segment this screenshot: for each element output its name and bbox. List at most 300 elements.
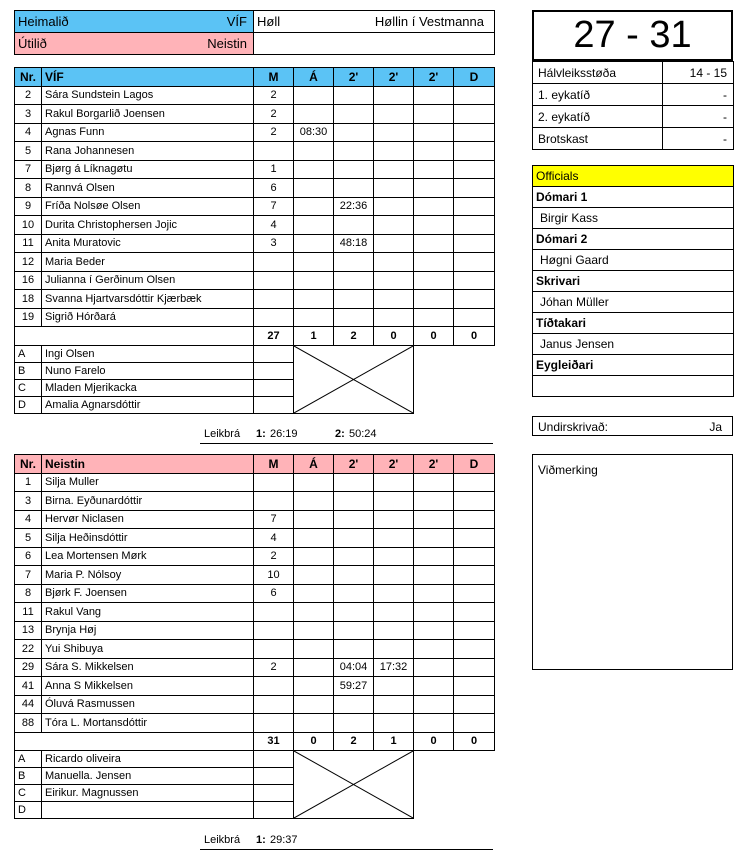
player-name: Tóra L. Mortansdóttir bbox=[42, 714, 254, 733]
player-a bbox=[294, 695, 334, 714]
player-d bbox=[454, 566, 495, 585]
player-number: 7 bbox=[15, 160, 42, 179]
player-p2 bbox=[374, 510, 414, 529]
remarks-label: Viðmerking bbox=[538, 463, 598, 477]
player-p1 bbox=[334, 473, 374, 492]
staff-blank bbox=[454, 379, 495, 396]
table-row bbox=[15, 160, 495, 179]
staff-blank bbox=[414, 768, 454, 785]
player-a bbox=[294, 492, 334, 511]
table-row bbox=[15, 216, 495, 235]
score-box bbox=[532, 10, 733, 61]
table-row bbox=[15, 492, 495, 511]
venue-name: Høllin í Vestmanna bbox=[374, 14, 484, 29]
player-number: 7 bbox=[15, 566, 42, 585]
player-p2 bbox=[374, 105, 414, 124]
player-p1 bbox=[334, 492, 374, 511]
total-p3: 0 bbox=[414, 732, 454, 751]
staff-name bbox=[42, 802, 254, 819]
score-row-label: Hálvleiksstøða bbox=[533, 62, 663, 84]
col-d-header: D bbox=[454, 455, 495, 474]
player-p1 bbox=[334, 547, 374, 566]
table-row bbox=[15, 603, 495, 622]
player-p3 bbox=[414, 197, 454, 216]
player-a bbox=[294, 179, 334, 198]
player-p1: 22:36 bbox=[334, 197, 374, 216]
player-m: 7 bbox=[254, 510, 294, 529]
player-m: 3 bbox=[254, 234, 294, 253]
table-row bbox=[15, 253, 495, 272]
home-timeout-2-label: 2: bbox=[335, 428, 345, 440]
table-row bbox=[15, 123, 495, 142]
player-p1 bbox=[334, 290, 374, 309]
player-p3 bbox=[414, 603, 454, 622]
official-role: Dómari 2 bbox=[533, 229, 734, 250]
player-p3 bbox=[414, 529, 454, 548]
player-d bbox=[454, 492, 495, 511]
staff-cross-box bbox=[294, 751, 414, 819]
player-a bbox=[294, 160, 334, 179]
player-a bbox=[294, 640, 334, 659]
official-role: Skrivari bbox=[533, 271, 734, 292]
player-d bbox=[454, 677, 495, 696]
player-m: 6 bbox=[254, 179, 294, 198]
official-role-row bbox=[533, 355, 734, 376]
staff-cross-box bbox=[294, 345, 414, 413]
player-number: 11 bbox=[15, 234, 42, 253]
official-name: Jóhan Müller bbox=[533, 292, 734, 313]
player-p2 bbox=[374, 308, 414, 327]
player-a bbox=[294, 473, 334, 492]
player-m bbox=[254, 640, 294, 659]
table-row bbox=[15, 86, 495, 105]
player-p2 bbox=[374, 86, 414, 105]
player-a bbox=[294, 253, 334, 272]
player-p3 bbox=[414, 677, 454, 696]
player-p1 bbox=[334, 714, 374, 733]
player-name: Rakul Vang bbox=[42, 603, 254, 622]
staff-id: B bbox=[15, 768, 42, 785]
player-m bbox=[254, 492, 294, 511]
total-p3: 0 bbox=[414, 327, 454, 346]
table-row bbox=[15, 621, 495, 640]
player-name: Fríða Nolsøe Olsen bbox=[42, 197, 254, 216]
score-row-value: - bbox=[663, 106, 734, 128]
staff-blank bbox=[454, 802, 495, 819]
player-number: 8 bbox=[15, 179, 42, 198]
table-row bbox=[15, 473, 495, 492]
official-role-row bbox=[533, 187, 734, 208]
totals-blank bbox=[42, 732, 254, 751]
player-name: Svanna Hjartvarsdóttir Kjærbæk bbox=[42, 290, 254, 309]
player-number: 1 bbox=[15, 473, 42, 492]
player-m: 4 bbox=[254, 529, 294, 548]
player-number: 16 bbox=[15, 271, 42, 290]
player-m: 1 bbox=[254, 160, 294, 179]
player-p2 bbox=[374, 160, 414, 179]
player-p3 bbox=[414, 714, 454, 733]
player-p3 bbox=[414, 216, 454, 235]
staff-id: B bbox=[15, 362, 42, 379]
player-m: 4 bbox=[254, 216, 294, 235]
player-number: 12 bbox=[15, 253, 42, 272]
final-score: 27 - 31 bbox=[573, 14, 692, 56]
table-row bbox=[15, 510, 495, 529]
player-p2 bbox=[374, 529, 414, 548]
table-row bbox=[15, 677, 495, 696]
score-row-value: - bbox=[663, 128, 734, 150]
table-row bbox=[15, 308, 495, 327]
table-row bbox=[15, 290, 495, 309]
player-p3 bbox=[414, 640, 454, 659]
player-d bbox=[454, 142, 495, 161]
player-name: Sigrið Hórðará bbox=[42, 308, 254, 327]
player-a bbox=[294, 290, 334, 309]
staff-m bbox=[254, 751, 294, 768]
player-name: Birna. Eyðunardóttir bbox=[42, 492, 254, 511]
official-role-row bbox=[533, 229, 734, 250]
player-p3 bbox=[414, 308, 454, 327]
player-a bbox=[294, 677, 334, 696]
score-details bbox=[532, 61, 734, 150]
player-number: 9 bbox=[15, 197, 42, 216]
player-p1 bbox=[334, 584, 374, 603]
player-p3 bbox=[414, 123, 454, 142]
player-p3 bbox=[414, 160, 454, 179]
player-p3 bbox=[414, 142, 454, 161]
player-p1: 04:04 bbox=[334, 658, 374, 677]
total-m: 31 bbox=[254, 732, 294, 751]
player-p3 bbox=[414, 179, 454, 198]
player-p1 bbox=[334, 142, 374, 161]
player-m bbox=[254, 271, 294, 290]
player-a bbox=[294, 529, 334, 548]
player-p1 bbox=[334, 529, 374, 548]
player-p3 bbox=[414, 492, 454, 511]
player-d bbox=[454, 216, 495, 235]
player-name: Óluvá Rasmussen bbox=[42, 695, 254, 714]
player-a bbox=[294, 216, 334, 235]
signed-box bbox=[532, 416, 733, 436]
staff-blank bbox=[414, 802, 454, 819]
player-p3 bbox=[414, 234, 454, 253]
score-row-label: 1. eykatíð bbox=[533, 84, 663, 106]
official-name: Janus Jensen bbox=[533, 334, 734, 355]
player-p2 bbox=[374, 123, 414, 142]
player-name: Maria P. Nólsoy bbox=[42, 566, 254, 585]
staff-id: A bbox=[15, 345, 42, 362]
home-timeout-1: 26:19 bbox=[270, 428, 298, 440]
official-role: Tíðtakari bbox=[533, 313, 734, 334]
player-p2 bbox=[374, 677, 414, 696]
score-row-label: Brotskast bbox=[533, 128, 663, 150]
official-name-row bbox=[533, 208, 734, 229]
player-p1 bbox=[334, 253, 374, 272]
table-row bbox=[15, 234, 495, 253]
player-d bbox=[454, 695, 495, 714]
table-row bbox=[15, 547, 495, 566]
col-p1-header: 2' bbox=[334, 455, 374, 474]
away-team-table bbox=[14, 454, 495, 819]
score-row-value: - bbox=[663, 84, 734, 106]
col-p2-header: 2' bbox=[374, 455, 414, 474]
staff-blank bbox=[414, 362, 454, 379]
player-number: 5 bbox=[15, 529, 42, 548]
player-number: 6 bbox=[15, 547, 42, 566]
player-a bbox=[294, 105, 334, 124]
player-a bbox=[294, 271, 334, 290]
home-timeout-2: 50:24 bbox=[349, 428, 377, 440]
player-m: 7 bbox=[254, 197, 294, 216]
table-row bbox=[15, 714, 495, 733]
score-row bbox=[533, 62, 734, 84]
player-p3 bbox=[414, 566, 454, 585]
player-a bbox=[294, 234, 334, 253]
player-p3 bbox=[414, 658, 454, 677]
staff-id: C bbox=[15, 785, 42, 802]
official-role: Dómari 1 bbox=[533, 187, 734, 208]
cross-mark-icon bbox=[294, 751, 413, 818]
player-number: 3 bbox=[15, 105, 42, 124]
score-row bbox=[533, 84, 734, 106]
player-p1 bbox=[334, 271, 374, 290]
table-row bbox=[15, 271, 495, 290]
player-name: Bjørg á Líknagøtu bbox=[42, 160, 254, 179]
staff-blank bbox=[414, 396, 454, 413]
official-role: Eygleiðari bbox=[533, 355, 734, 376]
home-team: VÍF bbox=[226, 14, 247, 29]
home-cell bbox=[15, 11, 254, 33]
player-d bbox=[454, 308, 495, 327]
player-name: Maria Beder bbox=[42, 253, 254, 272]
player-p2 bbox=[374, 290, 414, 309]
player-d bbox=[454, 197, 495, 216]
player-number: 13 bbox=[15, 621, 42, 640]
player-name: Rannvá Olsen bbox=[42, 179, 254, 198]
player-p2 bbox=[374, 473, 414, 492]
official-role-row bbox=[533, 313, 734, 334]
player-number: 4 bbox=[15, 123, 42, 142]
player-number: 8 bbox=[15, 584, 42, 603]
player-m bbox=[254, 473, 294, 492]
player-name: Sára Sundstein Lagos bbox=[42, 86, 254, 105]
officials-table bbox=[532, 165, 734, 397]
player-p2 bbox=[374, 695, 414, 714]
player-d bbox=[454, 86, 495, 105]
score-row-value: 14 - 15 bbox=[663, 62, 734, 84]
player-d bbox=[454, 179, 495, 198]
player-p1 bbox=[334, 640, 374, 659]
staff-row bbox=[15, 379, 495, 396]
player-name: Lea Mortensen Mørk bbox=[42, 547, 254, 566]
player-a bbox=[294, 584, 334, 603]
signed-value: Ja bbox=[709, 420, 722, 434]
player-a bbox=[294, 308, 334, 327]
table-row bbox=[15, 695, 495, 714]
player-name: Rana Johannesen bbox=[42, 142, 254, 161]
staff-id: D bbox=[15, 396, 42, 413]
player-p1: 59:27 bbox=[334, 677, 374, 696]
player-number: 11 bbox=[15, 603, 42, 622]
player-d bbox=[454, 640, 495, 659]
official-name: Høgni Gaard bbox=[533, 250, 734, 271]
official-name bbox=[533, 376, 734, 397]
staff-name: Eirikur. Magnussen bbox=[42, 785, 254, 802]
player-d bbox=[454, 160, 495, 179]
staff-m bbox=[254, 802, 294, 819]
official-name: Birgir Kass bbox=[533, 208, 734, 229]
table-row bbox=[15, 179, 495, 198]
staff-blank bbox=[454, 396, 495, 413]
player-d bbox=[454, 473, 495, 492]
player-name: Silja Heðinsdóttir bbox=[42, 529, 254, 548]
player-d bbox=[454, 584, 495, 603]
staff-m bbox=[254, 785, 294, 802]
staff-blank bbox=[414, 751, 454, 768]
player-name: Bjørk F. Joensen bbox=[42, 584, 254, 603]
player-m bbox=[254, 695, 294, 714]
player-m bbox=[254, 621, 294, 640]
player-p1 bbox=[334, 695, 374, 714]
score-row bbox=[533, 106, 734, 128]
player-number: 29 bbox=[15, 658, 42, 677]
player-d bbox=[454, 547, 495, 566]
player-name: Agnas Funn bbox=[42, 123, 254, 142]
player-m: 2 bbox=[254, 86, 294, 105]
home-timeouts bbox=[200, 428, 493, 444]
col-m-header: M bbox=[254, 455, 294, 474]
player-p2 bbox=[374, 197, 414, 216]
total-a: 1 bbox=[294, 327, 334, 346]
staff-m bbox=[254, 396, 294, 413]
table-row bbox=[15, 529, 495, 548]
player-m: 2 bbox=[254, 547, 294, 566]
table-row bbox=[15, 142, 495, 161]
player-p2 bbox=[374, 621, 414, 640]
player-number: 18 bbox=[15, 290, 42, 309]
staff-row bbox=[15, 345, 495, 362]
total-p1: 2 bbox=[334, 327, 374, 346]
totals-blank bbox=[15, 732, 42, 751]
staff-m bbox=[254, 768, 294, 785]
player-p1: 48:18 bbox=[334, 234, 374, 253]
player-number: 22 bbox=[15, 640, 42, 659]
player-a bbox=[294, 658, 334, 677]
col-m-header: M bbox=[254, 68, 294, 87]
player-m: 6 bbox=[254, 584, 294, 603]
player-p3 bbox=[414, 105, 454, 124]
table-row bbox=[15, 584, 495, 603]
away-label: Útilið bbox=[18, 36, 47, 51]
team-header bbox=[14, 10, 495, 55]
away-cell bbox=[15, 33, 254, 55]
player-name: Hervør Niclasen bbox=[42, 510, 254, 529]
player-p1 bbox=[334, 603, 374, 622]
player-a bbox=[294, 142, 334, 161]
player-d bbox=[454, 603, 495, 622]
totals-blank bbox=[42, 327, 254, 346]
player-p2 bbox=[374, 216, 414, 235]
col-nr-header: Nr. bbox=[15, 455, 42, 474]
player-p1 bbox=[334, 105, 374, 124]
player-name: Anna S Mikkelsen bbox=[42, 677, 254, 696]
player-d bbox=[454, 105, 495, 124]
player-d bbox=[454, 621, 495, 640]
player-p2 bbox=[374, 566, 414, 585]
venue-label: Høll bbox=[257, 14, 281, 29]
player-a bbox=[294, 86, 334, 105]
player-a bbox=[294, 714, 334, 733]
player-d bbox=[454, 290, 495, 309]
player-p3 bbox=[414, 584, 454, 603]
score-row bbox=[533, 128, 734, 150]
player-number: 5 bbox=[15, 142, 42, 161]
player-p1 bbox=[334, 308, 374, 327]
away-team: Neistin bbox=[207, 36, 247, 51]
player-number: 4 bbox=[15, 510, 42, 529]
player-p3 bbox=[414, 621, 454, 640]
staff-name: Nuno Farelo bbox=[42, 362, 254, 379]
player-p2 bbox=[374, 547, 414, 566]
away-timeout-1-label: 1: bbox=[256, 834, 266, 846]
total-p1: 2 bbox=[334, 732, 374, 751]
player-p1 bbox=[334, 160, 374, 179]
player-p3 bbox=[414, 510, 454, 529]
staff-id: A bbox=[15, 751, 42, 768]
player-p2 bbox=[374, 492, 414, 511]
col-p2-header: 2' bbox=[374, 68, 414, 87]
player-number: 2 bbox=[15, 86, 42, 105]
home-timeout-1-label: 1: bbox=[256, 428, 266, 440]
player-name: Julianna í Gerðinum Olsen bbox=[42, 271, 254, 290]
player-p3 bbox=[414, 271, 454, 290]
player-m bbox=[254, 603, 294, 622]
staff-blank bbox=[454, 345, 495, 362]
player-p3 bbox=[414, 290, 454, 309]
player-p2 bbox=[374, 640, 414, 659]
score-row-label: 2. eykatíð bbox=[533, 106, 663, 128]
total-p2: 1 bbox=[374, 732, 414, 751]
player-d bbox=[454, 253, 495, 272]
player-p3 bbox=[414, 695, 454, 714]
player-number: 10 bbox=[15, 216, 42, 235]
home-totals-row bbox=[15, 327, 495, 346]
table-row bbox=[15, 105, 495, 124]
player-p1 bbox=[334, 216, 374, 235]
player-a bbox=[294, 547, 334, 566]
table-row bbox=[15, 658, 495, 677]
player-a: 08:30 bbox=[294, 123, 334, 142]
col-nr-header: Nr. bbox=[15, 68, 42, 87]
staff-m bbox=[254, 345, 294, 362]
col-p3-header: 2' bbox=[414, 455, 454, 474]
player-d bbox=[454, 271, 495, 290]
player-p3 bbox=[414, 86, 454, 105]
player-d bbox=[454, 658, 495, 677]
player-p2 bbox=[374, 234, 414, 253]
player-m bbox=[254, 142, 294, 161]
col-p3-header: 2' bbox=[414, 68, 454, 87]
player-m bbox=[254, 253, 294, 272]
staff-blank bbox=[414, 379, 454, 396]
player-p2: 17:32 bbox=[374, 658, 414, 677]
staff-row bbox=[15, 751, 495, 768]
away-timeout-1: 29:37 bbox=[270, 834, 298, 846]
player-p2 bbox=[374, 142, 414, 161]
total-d: 0 bbox=[454, 327, 495, 346]
away-timeouts bbox=[200, 834, 493, 850]
player-p2 bbox=[374, 179, 414, 198]
